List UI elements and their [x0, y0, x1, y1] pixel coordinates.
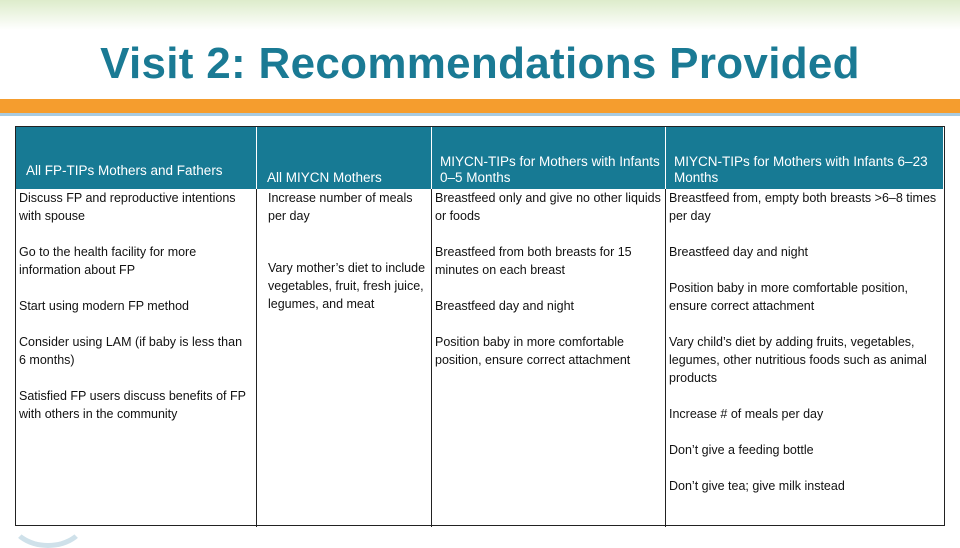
list-item: Don’t give a feeding bottle: [669, 443, 814, 457]
list-item: Breastfeed day and night: [435, 299, 574, 313]
list-item: Breastfeed from both breasts for 15 minutes on each breast: [435, 245, 632, 277]
list-item: Position baby in more comfortable position, ensure correct attachment: [435, 335, 631, 367]
list-item: Vary child’s diet by adding fruits, vegetables, legumes, other nutritious foods such as animal products: [669, 335, 927, 385]
list-item: Breastfeed from, empty both breasts >6–8 times per day: [669, 191, 937, 223]
list-item: Increase number of meals per day: [268, 191, 413, 223]
list-item: Increase # of meals per day: [669, 407, 824, 421]
list-item: Breastfeed only and give no other liquids or foods: [435, 191, 661, 223]
slide-title: Visit 2: Recommendations Provided: [100, 39, 860, 88]
header-miycn-mothers: All MIYCN Mothers: [257, 127, 432, 189]
list-item: Position baby in more comfortable position, ensure correct attachment: [669, 281, 909, 313]
list-item: Vary mother’s diet to include vegetables, fruit, fresh juice, legumes, and meat: [268, 261, 426, 311]
header-miycn-0-5: MIYCN-TIPs for Mothers with Infants 0–5 Months: [432, 127, 666, 189]
top-gradient: [0, 0, 960, 30]
header-fp-tips: All FP-TIPs Mothers and Fathers: [16, 127, 257, 189]
accent-line: [0, 113, 960, 116]
header-miycn-6-23: MIYCN-TIPs for Mothers with Infants 6–23 Months: [666, 127, 944, 189]
list-item: Breastfeed day and night: [669, 245, 808, 259]
accent-bar: [0, 99, 960, 113]
column-miycn-6-23: [666, 189, 944, 527]
list-item: Consider using LAM (if baby is less than 6 months): [19, 335, 243, 367]
list-item: Start using modern FP method: [19, 299, 189, 313]
list-item: Go to the health facility for more information about FP: [19, 245, 197, 277]
list-item: Satisfied FP users discuss benefits of FP with others in the community: [19, 389, 246, 421]
column-miycn-0-5: [432, 189, 666, 527]
list-item: Discuss FP and reproductive intentions with spouse: [19, 191, 236, 223]
column-fp-tips: [16, 189, 257, 527]
list-item: Don’t give tea; give milk instead: [669, 479, 845, 493]
column-miycn-mothers: [257, 189, 432, 527]
recommendations-table: [15, 126, 945, 526]
